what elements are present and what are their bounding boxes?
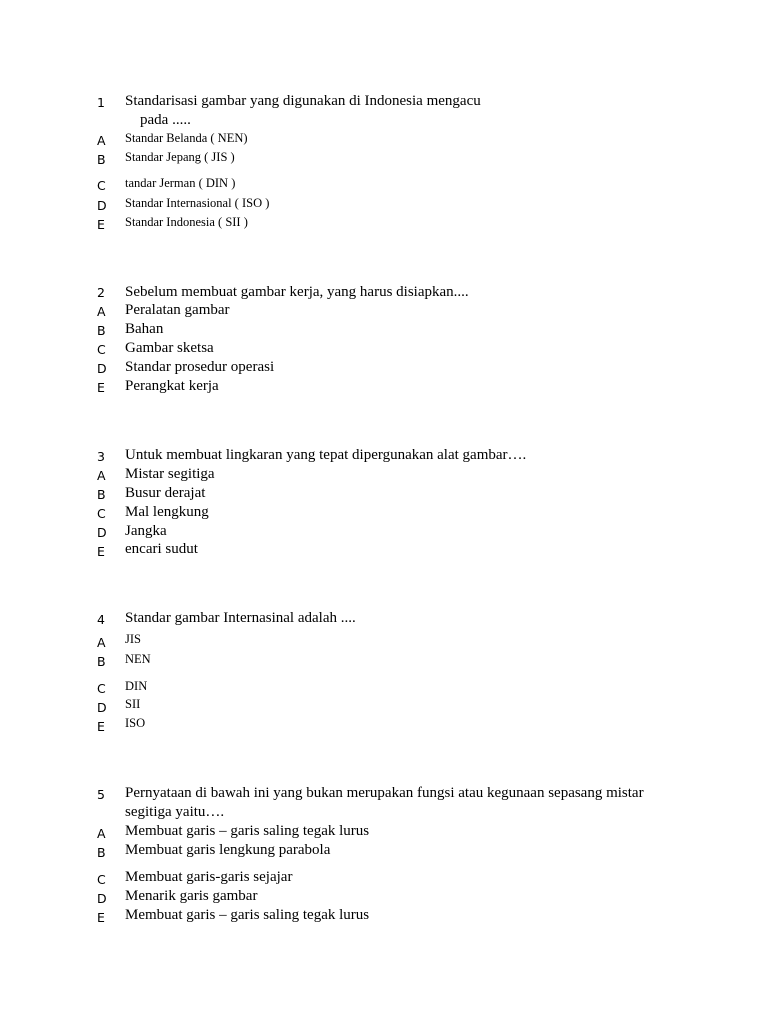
question-text-continued: segitiga yaitu….	[125, 804, 225, 820]
option-text: SII	[125, 697, 141, 711]
option-text: Gambar sketsa	[125, 340, 214, 356]
option-text: Mal lengkung	[125, 504, 209, 520]
option-letter: D	[97, 361, 107, 376]
question-text: Standarisasi gambar yang digunakan di Indonesia mengacu	[125, 93, 481, 109]
option-letter: B	[97, 152, 106, 167]
option-text: Perangkat kerja	[125, 378, 219, 394]
option-text: Standar Belanda ( NEN)	[125, 131, 248, 145]
question-number: 4	[97, 612, 105, 627]
option-text: Membuat garis lengkung parabola	[125, 842, 331, 858]
option-text: Standar Internasional ( ISO )	[125, 196, 270, 210]
option-text: Jangka	[125, 523, 167, 539]
option-text: encari sudut	[125, 541, 198, 557]
option-letter: C	[97, 506, 106, 521]
option-letter: B	[97, 654, 106, 669]
question-text: Pernyataan di bawah ini yang bukan merupakan fungsi atau kegunaan sepasang mistar	[125, 785, 644, 801]
option-letter: A	[97, 635, 106, 650]
option-text: Bahan	[125, 321, 164, 337]
option-letter: E	[97, 217, 105, 232]
option-letter: D	[97, 198, 107, 213]
option-letter: D	[97, 525, 107, 540]
option-letter: C	[97, 872, 106, 887]
option-text: NEN	[125, 652, 151, 666]
option-letter: E	[97, 910, 105, 925]
option-letter: B	[97, 323, 106, 338]
option-letter: C	[97, 681, 106, 696]
option-letter: C	[97, 342, 106, 357]
question-text: Untuk membuat lingkaran yang tepat dipergunakan alat gambar….	[125, 447, 527, 463]
option-letter: B	[97, 845, 106, 860]
option-text: JIS	[125, 632, 141, 646]
option-letter: E	[97, 380, 105, 395]
option-text: Menarik garis gambar	[125, 888, 258, 904]
option-letter: A	[97, 468, 106, 483]
option-letter: C	[97, 178, 106, 193]
question-number: 1	[97, 95, 105, 110]
option-text: tandar Jerman ( DIN )	[125, 176, 236, 190]
option-text: Membuat garis-garis sejajar	[125, 869, 293, 885]
option-letter: D	[97, 891, 107, 906]
option-text: Mistar segitiga	[125, 466, 215, 482]
question-number: 2	[97, 285, 105, 300]
option-text: Busur derajat	[125, 485, 206, 501]
option-letter: A	[97, 133, 106, 148]
option-letter: D	[97, 700, 107, 715]
option-letter: A	[97, 304, 106, 319]
option-text: DIN	[125, 679, 148, 693]
question-text: Sebelum membuat gambar kerja, yang harus disiapkan....	[125, 284, 469, 300]
question-text: Standar gambar Internasinal adalah ....	[125, 610, 356, 626]
option-letter: A	[97, 826, 106, 841]
option-letter: E	[97, 719, 105, 734]
question-number: 5	[97, 787, 105, 802]
question-number: 3	[97, 449, 105, 464]
option-text: Standar Jepang ( JIS )	[125, 150, 235, 164]
option-text: Standar Indonesia ( SII )	[125, 215, 248, 229]
option-text: Membuat garis – garis saling tegak lurus	[125, 907, 370, 923]
option-text: Standar prosedur operasi	[125, 359, 275, 375]
option-text: ISO	[125, 716, 146, 730]
option-text: Peralatan gambar	[125, 302, 230, 318]
question-text-continued: pada .....	[140, 112, 191, 128]
option-text: Membuat garis – garis saling tegak lurus	[125, 823, 370, 839]
option-letter: B	[97, 487, 106, 502]
option-letter: E	[97, 544, 105, 559]
